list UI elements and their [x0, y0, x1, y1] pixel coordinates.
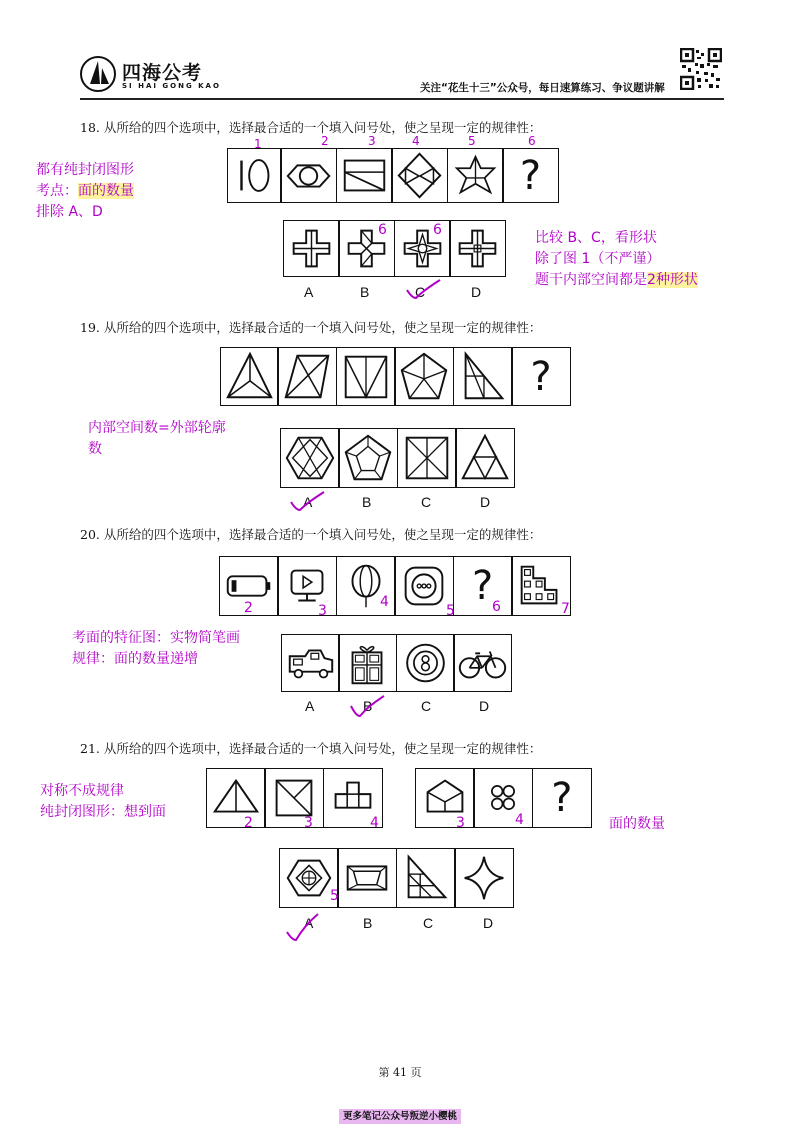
q19-label-b: B [362, 494, 372, 510]
q18-label-c: C [415, 284, 426, 300]
page-number: 第 41 页 [378, 1066, 422, 1079]
q21-count-3b: 3 [456, 815, 465, 831]
q18-count-5: 5 [468, 134, 476, 148]
q19-stem-1 [220, 347, 279, 406]
q21-count-2: 2 [244, 815, 253, 831]
footer-badge-wrap [0, 1104, 800, 1123]
q20-count-5: 5 [446, 603, 455, 619]
q18-stem-1 [227, 148, 282, 203]
q21-stem-4 [415, 768, 475, 828]
follow-text: 关注“花生十三”公众号，每日速算练习、争议题讲解 [420, 82, 665, 94]
logo-subtitle: SI HAI GONG KAO [122, 82, 221, 90]
q18-label-b: B [360, 284, 370, 300]
q18-label-a: A [304, 284, 314, 300]
q19-stem-2 [277, 347, 337, 406]
q21-group2-row [415, 768, 592, 828]
q18-option-a[interactable] [283, 220, 340, 277]
q20-count-6: 6 [492, 599, 501, 615]
q19-check-mark-icon [288, 490, 328, 514]
q21-option-d[interactable] [454, 848, 514, 908]
q18-note-left: 都有纯封闭图形 考点：面的数量 排除 A、D [36, 162, 134, 220]
q21-label-b: B [363, 915, 373, 931]
q21-count-4b: 4 [515, 812, 524, 828]
q20-stem-row [219, 556, 571, 616]
q19-option-a[interactable] [280, 428, 340, 488]
q18-count-6: 6 [528, 134, 536, 148]
q20-label-d: D [479, 698, 490, 714]
q21-stem-5 [473, 768, 533, 828]
q18-stem-5 [447, 148, 504, 203]
q21-stem-1 [206, 768, 266, 828]
q21-option-c[interactable] [396, 848, 456, 908]
q20-option-d[interactable] [453, 634, 512, 692]
logo [80, 54, 230, 94]
q20-option-b[interactable] [338, 634, 397, 692]
header-divider [80, 98, 724, 100]
q18-label-d: D [471, 284, 482, 300]
q20-stem-screen [277, 556, 337, 616]
q19-options-row [280, 428, 515, 488]
q19-label-a: A [303, 494, 313, 510]
q21-stem-2 [264, 768, 324, 828]
q20-count-4: 4 [380, 594, 389, 610]
q19-stem-3 [336, 347, 396, 406]
q20-check-mark-icon [348, 694, 388, 720]
q18-count-1: 1 [254, 137, 262, 151]
q21-label-d: D [483, 915, 494, 931]
q19-stem-4 [394, 347, 454, 406]
q19-stem-question: ? [511, 347, 571, 406]
q19-label-d: D [480, 494, 491, 510]
q20-stem-question: ? [453, 556, 513, 616]
q21-option-a-count: 5 [330, 888, 339, 904]
footer-badge: 更多笔记公众号叛逆小樱桃 [339, 1109, 461, 1124]
q21-stem-question: ? [532, 768, 592, 828]
q18-stem-question: ? [502, 148, 559, 203]
q18-options-row [283, 220, 506, 277]
q20-label-a: A [305, 698, 315, 714]
q21-label-c: C [423, 915, 434, 931]
q18-question: 18. 从所给的四个选项中，选择最合适的一个填入问号处，使之呈现一定的规律性： [80, 120, 542, 135]
q20-label-c: C [421, 698, 432, 714]
q20-count-3: 3 [318, 603, 327, 619]
q19-stem-5 [453, 347, 513, 406]
q20-count-7: 7 [561, 601, 570, 617]
sail-logo-icon [80, 56, 116, 92]
q19-label-c: C [421, 494, 432, 510]
logo-text: 四海公考 [122, 62, 203, 84]
q18-option-c[interactable] [394, 220, 451, 277]
q20-question: 20. 从所给的四个选项中，选择最合适的一个填入问号处，使之呈现一定的规律性： [80, 527, 542, 542]
q20-options-row [281, 634, 512, 692]
q21-check-mark-icon [284, 912, 324, 942]
q20-count-2: 2 [244, 600, 253, 616]
q18-check-mark-icon [404, 278, 444, 302]
q18-option-d[interactable] [449, 220, 506, 277]
q21-option-b[interactable] [337, 848, 397, 908]
q21-label-a: A [304, 915, 314, 931]
q19-question: 19. 从所给的四个选项中，选择最合适的一个填入问号处，使之呈现一定的规律性： [80, 320, 542, 335]
q18-option-b-count: 6 [378, 222, 387, 238]
q18-stem-4 [391, 148, 448, 203]
q21-count-3a: 3 [304, 815, 313, 831]
q19-option-b[interactable] [338, 428, 398, 488]
q18-count-4: 4 [412, 134, 420, 148]
q18-option-c-count: 6 [433, 222, 442, 238]
q21-group1-row [206, 768, 383, 828]
q20-note: 考面的特征图：实物简笔画 规律：面的数量递增 [72, 630, 240, 667]
q20-option-a[interactable] [281, 634, 340, 692]
q19-stem-row [220, 347, 571, 406]
q21-question: 21. 从所给的四个选项中，选择最合适的一个填入问号处，使之呈现一定的规律性： [80, 741, 542, 756]
q19-option-d[interactable] [455, 428, 515, 488]
q19-note: 内部空间数=外部轮廓 数 [88, 420, 226, 457]
q18-stem-3 [336, 148, 393, 203]
q21-options-row [279, 848, 514, 908]
q21-note-left: 对称不成规律 纯封闭图形：想到面 [40, 783, 166, 820]
q18-stem-2 [280, 148, 337, 203]
q21-count-4a: 4 [370, 815, 379, 831]
q20-option-c[interactable] [396, 634, 455, 692]
q19-option-c[interactable] [397, 428, 457, 488]
q18-note-right: 比较 B、C，看形状 除了图 1（不严谨） 题干内部空间都是2种形状 [535, 230, 698, 288]
q20-label-b: B [363, 698, 373, 714]
qr-code-icon [680, 48, 722, 90]
q18-count-2: 2 [321, 134, 329, 148]
q18-stem-row [227, 148, 559, 203]
q18-count-3: 3 [368, 134, 376, 148]
q21-note-right: 面的数量 [609, 816, 665, 832]
